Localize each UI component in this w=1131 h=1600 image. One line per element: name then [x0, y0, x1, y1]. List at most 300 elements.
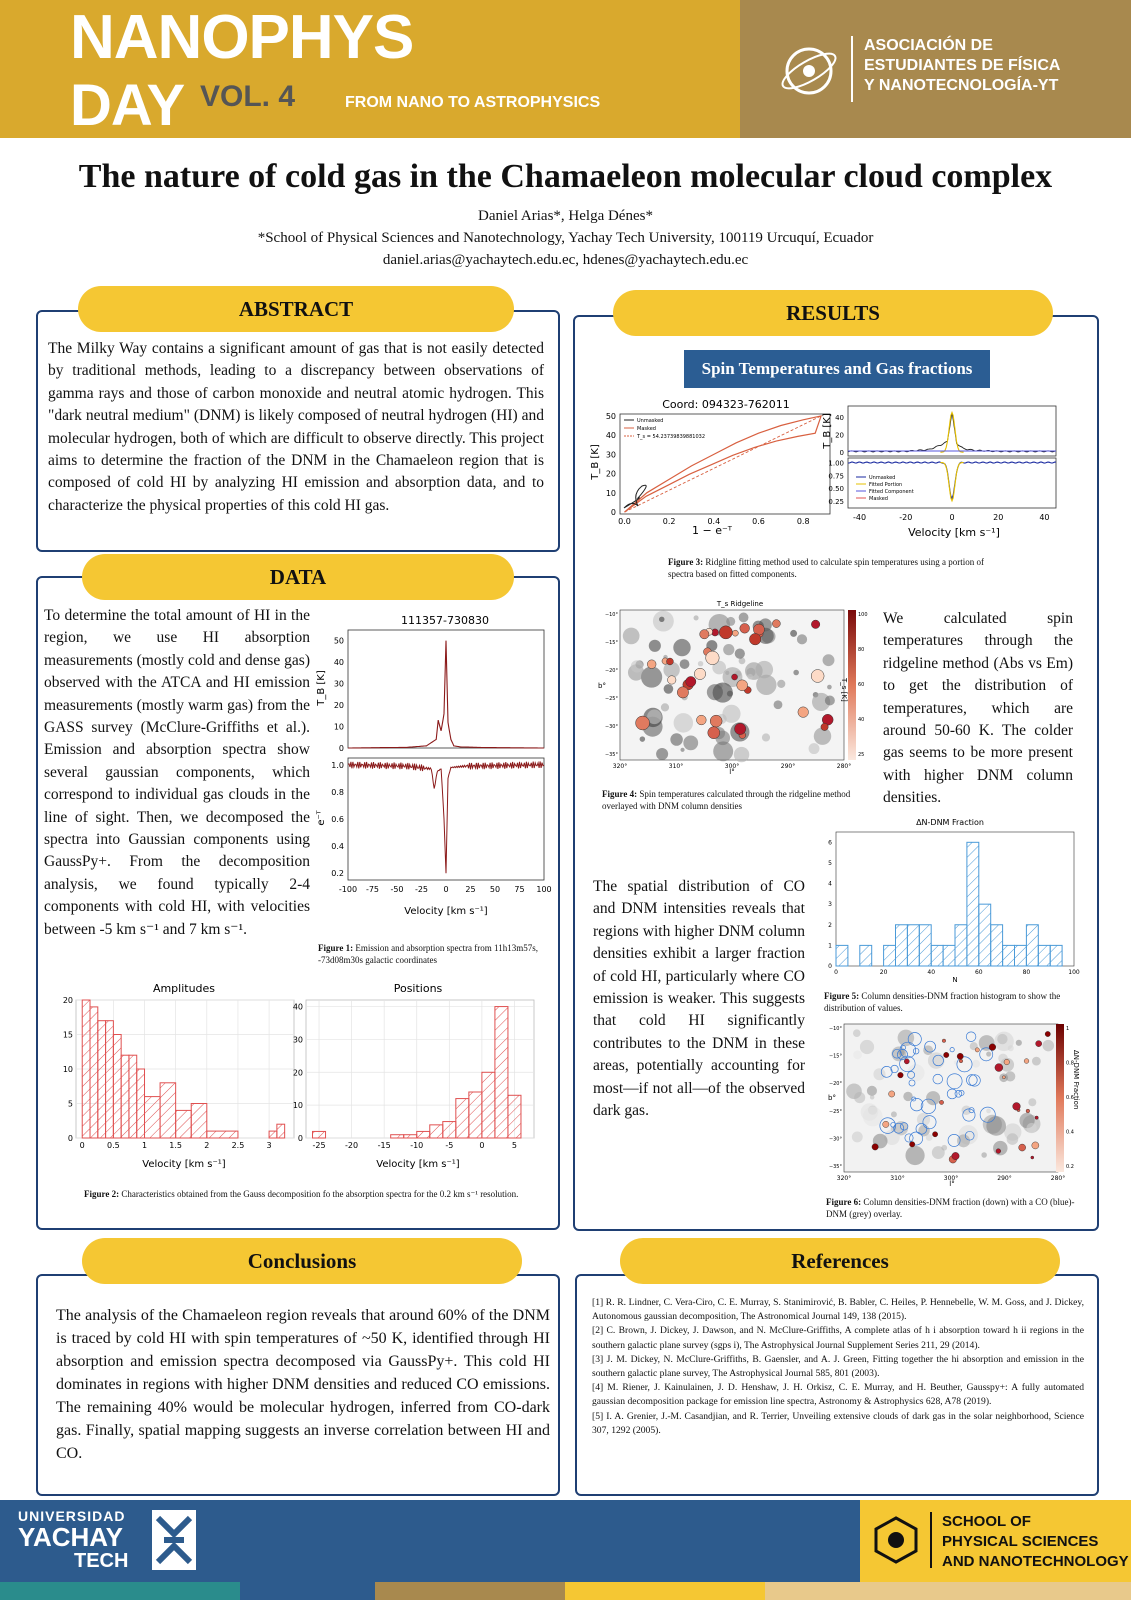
fig4-ytick: −30°	[604, 724, 618, 730]
fig1-xtick: 75	[514, 885, 525, 894]
fig6-dnm-fraction-point	[1036, 1041, 1042, 1047]
fig6-dnm-patch	[1028, 1098, 1036, 1106]
fig4-spin-temperature-point	[719, 626, 732, 639]
figure-5	[820, 816, 1080, 984]
data-text	[44, 605, 310, 941]
fig6-dnm-fraction-point	[1032, 1142, 1039, 1149]
fig2a-ytick: 5	[67, 1099, 73, 1109]
fig4-spin-temperature-point	[821, 723, 828, 730]
fig3-spectra-xtick: 20	[993, 513, 1004, 522]
fig2b-bar	[417, 1131, 430, 1138]
event-volume: VOL. 4	[200, 80, 296, 113]
fig4-dnm-patch	[825, 696, 835, 706]
fig6-dnm-fraction-point	[872, 1144, 878, 1150]
fig4-spin-temperature-point	[734, 723, 745, 734]
fig4-dnm-patch	[735, 649, 745, 659]
fig3-spectra-ytick: 0.25	[828, 497, 844, 506]
university-line2: YACHAY	[18, 1522, 124, 1552]
fig5-bar	[967, 842, 979, 966]
fig6-dnm-fraction-point	[944, 1052, 949, 1057]
fig6-dnm-fraction-point	[932, 1132, 937, 1137]
fig6-dnm-fraction-point	[1031, 1156, 1034, 1159]
fig3-spectra-ytick: 0	[839, 449, 844, 458]
fig5-xtick: 80	[1022, 969, 1031, 976]
fig5-xtick: 60	[974, 969, 983, 976]
fig3-ytick: 30	[605, 450, 616, 460]
fig5-bar	[955, 925, 967, 966]
fig6-dnm-patch	[932, 1146, 945, 1159]
fig5-ytick: 0	[828, 963, 832, 970]
fig2a-ytick: 0	[67, 1134, 73, 1143]
fig4-spin-temperature-point	[740, 623, 750, 633]
fig5-bar	[991, 925, 1003, 966]
fig6-colorbar-tick: 0.6	[1066, 1095, 1074, 1101]
fig5-bar	[979, 904, 991, 966]
fig2a-bar	[82, 1000, 90, 1138]
fig4-spin-temperature-point	[697, 715, 707, 725]
fig5-xtick: 100	[1068, 969, 1080, 976]
fig2b-ytick: 30	[292, 1035, 303, 1045]
spin-temperature-text: We calculated spin temperatures through the ridgeline method (Abs vs Em) to get the distribution of temperatures, which are around 50-60 K. The colder gas seems to be more present with higher DNM column densities.	[883, 610, 1073, 807]
fig6-dnm-patch	[853, 1029, 861, 1037]
fig6-xlabel: l°	[949, 1180, 955, 1188]
fig1-xlabel: Velocity [km s⁻¹]	[404, 906, 488, 917]
fig4-spin-temperature-point	[811, 620, 819, 628]
fig4-dnm-patch	[623, 628, 640, 645]
fig4-colorbar-tick: 100	[858, 612, 868, 618]
fig2b-ytick: 20	[292, 1068, 303, 1078]
fig3-title: Coord: 094323-762011	[662, 398, 790, 411]
fig6-ylabel: b°	[828, 1094, 836, 1102]
fig3-xtick: 0.8	[796, 517, 810, 526]
fig2a-xtick: 3	[266, 1141, 272, 1150]
fig4-dnm-patch	[774, 700, 783, 709]
fig6-dnm-fraction-point	[939, 1100, 943, 1104]
fig4-dnm-patch	[674, 713, 693, 732]
fig2a-ytick: 15	[62, 1030, 73, 1040]
fig6-dnm-fraction-point	[1004, 1059, 1010, 1065]
fig6-ytick: −35°	[828, 1164, 842, 1170]
reference-item: [4] M. Riener, J. Kainulainen, J. D. Henshaw, J. H. Orkisz, C. E. Murray, and H. Beuther, Gausspy+: A fully automated gaussian decomposition package for emission line spectra, Astronomy & Astrophysics 628, A78 (2019).	[592, 1382, 1084, 1408]
fig5-bar	[919, 925, 931, 966]
fig6-colorbar-tick: 0.4	[1066, 1129, 1074, 1136]
fig2a-bar	[145, 1097, 161, 1138]
fig5-ytick: 1	[828, 942, 832, 950]
fig6-dnm-patch	[852, 1131, 863, 1142]
fig4-spin-temperature-point	[668, 676, 676, 684]
fig3-spectra-ytick: 0.50	[828, 485, 844, 494]
association-logo-icon	[776, 38, 842, 104]
fig4-xtick: 320°	[612, 763, 628, 770]
fig4-colorbar-tick: 60	[858, 682, 865, 688]
fig6-dnm-fraction-point	[1035, 1116, 1038, 1119]
fig3-ytick: 40	[605, 431, 616, 441]
fig2a-bar	[137, 1069, 145, 1138]
abstract-heading: ABSTRACT	[78, 286, 514, 332]
fig2b-bar	[508, 1095, 521, 1138]
fig5-bar	[1026, 925, 1038, 966]
fig2a-bar	[113, 1035, 121, 1139]
fig6-xtick: 290°	[997, 1175, 1012, 1182]
fig6-dnm-patch	[986, 1116, 1006, 1136]
fig4-dnm-patch	[713, 741, 733, 761]
fig3-spectra-xtick: 0	[949, 513, 955, 522]
results-subheading: Spin Temperatures and Gas fractions	[684, 350, 990, 388]
fig1-caption	[318, 942, 550, 966]
fig2a-bar	[121, 1055, 129, 1138]
school-logo-icon	[872, 1516, 920, 1564]
fig2a-xtick: 2.5	[231, 1141, 245, 1150]
fig6-dnm-fraction-point	[1019, 1144, 1026, 1151]
fig4-dnm-patch	[664, 684, 674, 694]
fig6-dnm-fraction-point	[989, 1044, 996, 1051]
fig6-dnm-patch	[853, 1050, 862, 1059]
figure-2	[50, 980, 540, 1180]
fig2b-bar	[469, 1092, 482, 1138]
fig4-caption-text: Spin temperatures calculated through the ridgeline method overlayed with DNM column densities	[602, 789, 851, 811]
reference-item: [3] J. M. Dickey, N. McClure-Griffiths, B. Gaensler, and A. J. Green, Fitting together the hi absorption and emission in the southern galactic plane survey, The Astrophysical Journal 585, 801 (2003).	[592, 1353, 1084, 1380]
fig2a-bar	[106, 1021, 114, 1138]
fig5-xtick: 0	[834, 969, 838, 976]
school-line2: PHYSICAL SCIENCES	[942, 1533, 1099, 1550]
reference-item: [5] I. A. Grenier, J.-M. Casandjian, and R. Terrier, Unveiling extensive clouds of dark gas in the solar neighborhood, Science 307, 1292 (2005).	[592, 1410, 1084, 1436]
fig1-ab-ytick: 1.0	[331, 760, 344, 770]
fig5-ytick: 3	[828, 901, 832, 909]
fig2b-xtick: -25	[312, 1141, 326, 1150]
fig6-dnm-patch	[873, 1068, 885, 1080]
fig4-spin-temperature-point	[732, 674, 738, 680]
fig3-legend-label: T_s = 54.23739839881032	[637, 434, 706, 440]
fig2a-bar	[90, 1007, 98, 1138]
fig6-colorbar-tick: 0.2	[1066, 1164, 1074, 1170]
fig4-colorbar-tick: 25	[858, 752, 865, 758]
fig5-title: ΔN-DNM Fraction	[916, 818, 984, 827]
school-line1: SCHOOL OF	[942, 1513, 1031, 1530]
fig5-ytick: 2	[828, 921, 832, 929]
fig6-dnm-fraction-point	[1002, 1076, 1005, 1079]
fig6-dnm-patch	[993, 1141, 1007, 1155]
results-heading: RESULTS	[613, 290, 1053, 336]
fig3-spectra-xtick: -40	[853, 513, 867, 522]
footer-stripe	[765, 1582, 1131, 1600]
author-block	[0, 205, 1131, 271]
fig2a-bar	[191, 1104, 207, 1139]
fig4-dnm-patch	[631, 660, 643, 672]
fig1-xtick: -50	[390, 885, 404, 894]
fig1-ab-ytick: 0.2	[331, 869, 344, 879]
fig2b-ytick: 40	[292, 1002, 303, 1012]
fig4-ytick: −35°	[604, 752, 618, 758]
references-list	[592, 1296, 1084, 1438]
association-name-line2: ESTUDIANTES DE FÍSICA	[864, 57, 1061, 74]
header-divider	[851, 36, 853, 102]
fig2a-bar	[207, 1131, 238, 1138]
event-name-line1: NANOPHYS	[70, 3, 414, 72]
school-name	[942, 1512, 1129, 1572]
fig4-xtick: 290°	[780, 763, 796, 770]
fig3-spectra-xtick: 40	[1039, 513, 1050, 522]
footer-stripe	[565, 1582, 765, 1600]
fig2a-bar	[176, 1110, 192, 1138]
fig6-dnm-patch	[986, 1109, 991, 1114]
fig4-xtick: 300°	[724, 763, 740, 770]
fig6-dnm-fraction-point	[883, 1121, 889, 1127]
fig4-title: T_s Ridgeline	[716, 600, 764, 608]
fig4-dnm-patch	[790, 630, 797, 637]
university-logo	[18, 1508, 128, 1572]
footer-stripe	[240, 1582, 375, 1600]
fig4-dnm-patch	[680, 748, 684, 752]
fig6-ytick: −25°	[828, 1108, 842, 1115]
references-heading: References	[620, 1238, 1060, 1284]
fig2a-bar	[98, 1021, 106, 1138]
fig3-xlabel: 1 − e⁻ᵀ	[691, 524, 733, 537]
fig3-spectra-ytick: 20	[835, 431, 844, 440]
fig3-spectra-ylabel: T_B [K]	[822, 413, 833, 449]
fig1-xtick: 50	[489, 885, 501, 894]
fig4-dnm-patch	[673, 639, 690, 656]
fig6-dnm-patch	[870, 1095, 874, 1099]
fig1-label: Figure 1:	[318, 943, 354, 953]
fig5-xtick: 40	[927, 969, 936, 976]
fig6-dnm-patch	[863, 1107, 883, 1127]
fig6-colorbar-tick: 1	[1066, 1026, 1070, 1032]
fig6-dnm-patch	[981, 1152, 987, 1158]
fig6-dnm-patch	[926, 1134, 933, 1141]
fig2b-xtick: 0	[479, 1141, 485, 1150]
fig1-title: 111357-730830	[401, 614, 489, 627]
fig3-xtick: 0.4	[707, 517, 721, 526]
fig6-dnm-fraction-point	[957, 1053, 963, 1059]
fig4-ytick: −15°	[604, 640, 618, 646]
reference-item: [1] R. R. Lindner, C. Vera-Ciro, C. E. Murray, S. Stanimirović, B. Babler, C. Heiles, P. Hennebelle, W. M. Goss, and J. Dickey, Autonomous gaussian decomposition, The Astronomical Journal 149, 138 (2015).	[592, 1297, 1084, 1323]
fig2a-bar	[277, 1124, 285, 1138]
fig4-ytick: −10°	[604, 612, 618, 618]
fig6-dnm-patch	[1043, 1040, 1055, 1052]
fig2b-ytick: 10	[292, 1101, 303, 1111]
fig6-dnm-patch	[928, 1052, 944, 1068]
fig2b-ytick: 0	[297, 1134, 303, 1143]
school-line3: AND NANOTECHNOLOGY	[942, 1553, 1129, 1570]
fig2-caption	[84, 1188, 544, 1200]
fig2-label: Figure 2:	[84, 1189, 120, 1199]
fig4-dnm-patch	[641, 666, 662, 687]
fig6-dnm-fraction-point	[1024, 1059, 1029, 1064]
fig2a-ytick: 10	[62, 1065, 73, 1074]
fig3-spectra-legend-label: Fitted Component	[869, 489, 914, 495]
fig4-dnm-patch	[762, 733, 770, 741]
fig6-dnm-patch	[1032, 1057, 1041, 1066]
fig2a-xtick: 0	[79, 1141, 85, 1150]
fig4-colorbar	[848, 610, 856, 760]
fig3-xtick: 0.2	[662, 517, 676, 526]
fig1-absorption-line	[348, 762, 544, 874]
fig2a-xlabel: Velocity [km s⁻¹]	[142, 1159, 226, 1170]
fig3-caption-text: Ridgline fitting method used to calculate spin temperatures using a portion of spectra based on fitted components.	[668, 557, 985, 579]
fig6-dnm-patch	[891, 1111, 897, 1117]
fig3-xtick: 0.6	[752, 517, 765, 526]
fig3-label: Figure 3:	[668, 557, 704, 567]
fig3-ytick: 50	[605, 411, 616, 421]
fig6-dnm-fraction-point	[996, 1149, 1001, 1154]
fig4-colorbar-tick: 40	[858, 717, 865, 723]
fig2a-xtick: 0.5	[107, 1141, 120, 1150]
fig5-bar	[1050, 945, 1062, 966]
fig2a-xtick: 1.5	[169, 1141, 183, 1150]
fig2a-ytick: 20	[62, 996, 73, 1005]
fig6-colorbar-tick: 0.8	[1066, 1060, 1074, 1067]
fig4-dnm-patch	[723, 644, 734, 655]
fig4-dnm-patch	[640, 736, 645, 741]
fig1-ab-ylabel: e⁻ᵀ	[316, 810, 327, 826]
fig5-bar	[836, 945, 848, 966]
fig4-dnm-patch	[722, 705, 740, 723]
fig1-caption-text: Emission and absorption spectra from 11h13m57s, -73d08m30s galactic coordinates	[318, 943, 538, 965]
fig2b-bar	[482, 1072, 495, 1138]
fig5-bar	[1015, 945, 1027, 966]
fig2b-bar	[404, 1135, 417, 1138]
event-name-line2: DAY	[70, 73, 185, 138]
association-name	[864, 36, 1060, 96]
fig6-dnm-fraction-point	[1013, 1103, 1021, 1111]
fig4-dnm-patch	[823, 654, 835, 666]
fig2b-title: Positions	[393, 982, 443, 995]
fig2a-bar	[269, 1131, 277, 1138]
fig6-ytick: −30°	[828, 1136, 842, 1143]
fig5-xtick: 20	[879, 969, 888, 976]
fig6-dnm-patch	[1007, 1133, 1019, 1145]
fig4-spin-temperature-point	[772, 620, 780, 628]
fig6-dnm-fraction-point	[1045, 1031, 1050, 1036]
fig2a-xtick: 1	[141, 1141, 148, 1150]
authors: Daniel Arias*, Helga Dénes*	[478, 208, 653, 224]
fig2b-bar	[495, 1007, 508, 1138]
fig6-caption	[826, 1196, 1088, 1220]
fig4-ylabel: b°	[598, 682, 606, 690]
fig4-dnm-patch	[661, 703, 669, 711]
fig5-ytick: 5	[828, 859, 832, 867]
fig4-spin-temperature-point	[694, 668, 705, 679]
fig4-spin-temperature-point	[732, 630, 738, 636]
fig5-bar	[884, 945, 896, 966]
fig5-bar	[907, 925, 919, 966]
figure-3	[592, 396, 1062, 552]
fig2a-xtick: 2	[204, 1141, 210, 1150]
association-name-line1: ASOCIACIÓN DE	[864, 37, 993, 54]
fig4-spin-temperature-point	[706, 651, 720, 665]
fig6-dnm-patch	[860, 1040, 874, 1054]
fig2b-bar	[456, 1099, 469, 1138]
fig6-dnm-fraction-point	[952, 1152, 959, 1159]
fig2b-xtick: -10	[410, 1141, 424, 1150]
fig6-caption-text: Column densities-DNM fraction (down) with a CO (blue)-DNM (grey) overlay.	[826, 1197, 1075, 1219]
fig1-xtick: -25	[414, 885, 429, 894]
fig5-ytick: 4	[828, 880, 832, 888]
fig5-bar	[931, 945, 943, 966]
data-heading: DATA	[82, 554, 514, 600]
fig1-em-ytick: 20	[333, 701, 344, 711]
conclusions-heading: Conclusions	[82, 1238, 522, 1284]
fig3-ylabel: T_B [K]	[590, 444, 601, 480]
fig4-dnm-patch	[793, 670, 799, 676]
fig4-xtick: 280°	[836, 763, 852, 770]
fig2b-bar	[313, 1131, 326, 1138]
fig5-bar	[1038, 945, 1050, 966]
abstract-text: The Milky Way contains a significant amount of gas that is not easily detected by traditional methods, leading to a discrepancy between observations of gamma rays and those of carbon monoxide and neutral atomic hydrogen. This "dark neutral medium" (DNM) is likely composed of neutral hydrogen (HI) and molecular hydrogen, both of which are difficult to observe directly. This project aims to determine the fraction of the DNM in the Chamaeleon region that is composed of cold HI by analyzing HI emission and absorption data, and to characterize the physical properties of this cold HI gas.	[48, 340, 544, 514]
reference-item: [2] C. Brown, J. Dickey, J. Dawson, and N. McClure-Griffiths, A complete atlas of h i absorption toward h ii regions in the southern galactic plane survey (sgps i), The Astrophysical Journal Supplement Series 211, 29 (2014).	[592, 1325, 1084, 1351]
fig2a-bar	[160, 1083, 176, 1138]
fig1-emission-line	[348, 641, 544, 748]
fig1-ab-ytick: 0.8	[331, 787, 344, 797]
fig4-spin-temperature-point	[710, 715, 722, 727]
fig6-dnm-fraction-point	[898, 1072, 904, 1078]
fig6-dnm-patch	[1026, 1123, 1036, 1133]
fig4-spin-temperature-point	[686, 676, 696, 686]
fig6-dnm-fraction-point	[995, 1064, 1003, 1072]
fig4-spin-temperature-point	[647, 660, 656, 669]
fig5-label: Figure 5:	[824, 991, 860, 1001]
fig6-label: Figure 6:	[826, 1197, 862, 1207]
fig4-dnm-patch	[734, 747, 749, 762]
fig3-spectra-ytick: 0.75	[828, 472, 844, 481]
fig4-dnm-patch	[747, 674, 753, 680]
fig6-dnm-fraction-point	[904, 1059, 909, 1064]
fig4-dnm-patch	[683, 735, 698, 750]
affiliation: *School of Physical Sciences and Nanotechnology, Yachay Tech University, 100119 Urcuquí, Ecuador	[257, 230, 874, 246]
fig3-caption	[668, 556, 1008, 580]
fig3-spectra-ytick: 40	[835, 413, 844, 422]
association-name-line3: Y NANOTECNOLOGÍA-YT	[864, 77, 1059, 94]
fig1-xtick: -100	[338, 885, 358, 894]
data-text-part2: Emission and absorption spectra show several gaussian components, which correspond to individual gas clouds in the line of sight. Then, we decomposed the spectra into Gaussian components using GaussPy+. From the decomposition analysis, we found typically 2-4 components with cold HI, with velocities between -5 km s⁻¹ and 7 km s⁻¹.	[44, 741, 310, 938]
fig6-colorbar-label: ΔN-DNM Fraction	[1072, 1050, 1080, 1110]
fig4-dnm-patch	[649, 640, 661, 652]
fig5-ytick: 6	[828, 839, 832, 847]
fig4-spin-temperature-point	[677, 687, 688, 698]
figure-6	[824, 1020, 1086, 1190]
fig1-xtick: 25	[465, 885, 476, 894]
fig3-ytick: 0	[610, 508, 616, 518]
fig3-ytick: 10	[605, 488, 616, 498]
fig2a-bar	[129, 1055, 137, 1138]
fig2b-bar	[443, 1122, 456, 1138]
footer-divider	[930, 1512, 932, 1568]
fig4-dnm-patch	[827, 685, 832, 690]
data-text-part1: To determine the total amount of HI in the region, we use HI absorption measurements (mostly cold and dense gas) observed with the ATCA and HI emission measurements (mostly warm gas) from the GASS survey (McClure-Griffiths et al.).	[44, 607, 310, 737]
fig1-xtick: -75	[365, 885, 380, 894]
fig4-ytick: −25°	[604, 696, 618, 702]
footer-stripe	[0, 1582, 240, 1600]
fig4-spin-temperature-point	[811, 670, 824, 683]
figure-1	[318, 608, 550, 928]
fig5-bar	[860, 945, 872, 966]
fig4-dnm-patch	[797, 634, 807, 644]
fig4-dnm-patch	[739, 613, 749, 623]
fig6-xtick: 310°	[890, 1175, 905, 1182]
fig6-dnm-patch	[1016, 1040, 1022, 1046]
fig6-ytick: −10°	[828, 1026, 842, 1032]
fig4-xlabel: l°	[729, 768, 735, 776]
fig4-spin-temperature-point	[636, 716, 650, 730]
fig6-dnm-patch	[907, 1064, 924, 1081]
fig6-dnm-fraction-point	[889, 1091, 895, 1097]
fig3-spectra-xlabel: Velocity [km s⁻¹]	[908, 526, 1000, 539]
university-emblem-icon	[150, 1508, 198, 1572]
fig2a-title: Amplitudes	[152, 982, 216, 995]
fig4-dnm-patch	[659, 617, 664, 622]
fig4-spin-temperature-point	[749, 633, 760, 644]
fig4-spin-temperature-point	[737, 680, 748, 691]
